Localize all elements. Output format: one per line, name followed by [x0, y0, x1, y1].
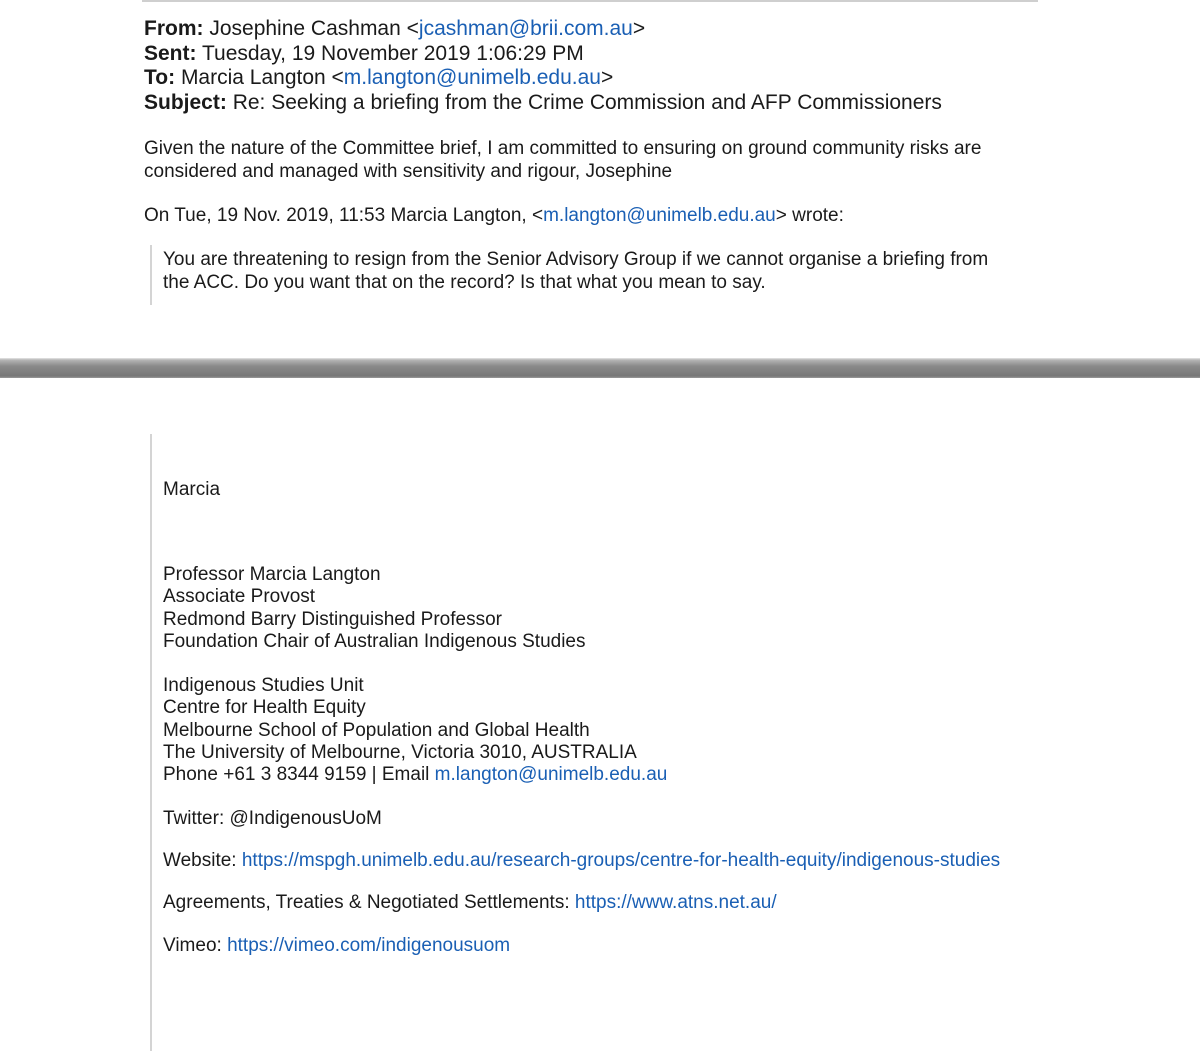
top-divider — [142, 0, 1038, 2]
atns-label: Agreements, Treaties & Negotiated Settlements: — [163, 892, 575, 913]
signature-vimeo-row — [163, 935, 510, 957]
signature-school: Melbourne School of Population and Global Health — [163, 719, 590, 741]
signature-unit: Indigenous Studies Unit — [163, 675, 364, 696]
signature-name: Professor Marcia Langton — [163, 564, 381, 585]
signature-twitter: Twitter: @IndigenousUoM — [163, 808, 382, 829]
signature-title: Foundation Chair of Australian Indigenous Studies — [163, 630, 586, 652]
atns-link[interactable]: https://www.atns.net.au/ — [574, 892, 777, 913]
vimeo-label: Vimeo: — [163, 935, 228, 956]
subject-label: Subject: — [144, 90, 227, 114]
from-label: From: — [144, 17, 204, 40]
reply-line: Given the nature of the Committee brief, I am committed to ensuring on ground community risks are — [144, 138, 982, 159]
signature-phone: Phone +61 3 8344 9159 | Email — [163, 764, 435, 786]
sent-row — [144, 42, 942, 67]
signature-title: Redmond Barry Distinguished Professor — [163, 608, 502, 630]
reply-body — [144, 138, 1144, 183]
from-close: > — [632, 17, 646, 40]
website-label: Website: — [163, 850, 242, 871]
quote-bar — [150, 245, 152, 305]
signature-phone-row — [163, 764, 667, 786]
vimeo-link[interactable]: https://vimeo.com/indigenousuom — [227, 935, 511, 956]
signature-title: Associate Provost — [163, 586, 316, 608]
quote-intro-email-link[interactable]: m.langton@unimelb.edu.au — [543, 205, 776, 226]
reply-line: considered and managed with sensitivity and rigour, Josephine — [144, 160, 673, 182]
from-row — [144, 17, 942, 42]
sent-label: Sent: — [144, 41, 197, 65]
quote-intro — [144, 205, 844, 228]
from-email-link[interactable]: jcashman@brii.com.au — [418, 17, 633, 40]
subject-value: Re: Seeking a briefing from the Crime Commission and AFP Commissioners — [232, 90, 942, 114]
to-row — [144, 66, 942, 91]
quote-intro-suffix: > wrote: — [775, 205, 844, 226]
quote-bar — [150, 434, 152, 1051]
to-close: > — [600, 66, 614, 89]
quoted-line: You are threatening to resign from the Senior Advisory Group if we cannot organise a briefing from — [163, 249, 989, 270]
signature-centre: Centre for Health Equity — [163, 697, 366, 719]
signature-block — [163, 564, 586, 653]
website-link[interactable]: https://mspgh.unimelb.edu.au/research-groups/centre-for-health-equity/indigenous-studies — [241, 850, 1001, 871]
signature-email-link[interactable]: m.langton@unimelb.edu.au — [434, 764, 668, 786]
to-email-link[interactable]: m.langton@unimelb.edu.au — [343, 66, 601, 89]
quoted-line: the ACC. Do you want that on the record? Is that what you mean to say. — [163, 271, 766, 293]
signature-address — [163, 675, 667, 786]
quoted-message — [163, 249, 1063, 294]
signature-website-row — [163, 850, 1000, 872]
signature-university: The University of Melbourne, Victoria 3010, AUSTRALIA — [163, 741, 637, 763]
from-name: Josephine Cashman < — [209, 17, 419, 40]
page-separator — [0, 358, 1200, 378]
signature-greeting: Marcia — [163, 479, 221, 500]
subject-row — [144, 91, 942, 116]
signature-atns-row — [163, 892, 777, 914]
to-name: Marcia Langton < — [180, 66, 344, 89]
quote-intro-prefix: On Tue, 19 Nov. 2019, 11:53 Marcia Langton, < — [144, 205, 544, 226]
email-header — [144, 17, 942, 115]
sent-value: Tuesday, 19 November 2019 1:06:29 PM — [201, 41, 584, 65]
to-label: To: — [144, 66, 176, 89]
